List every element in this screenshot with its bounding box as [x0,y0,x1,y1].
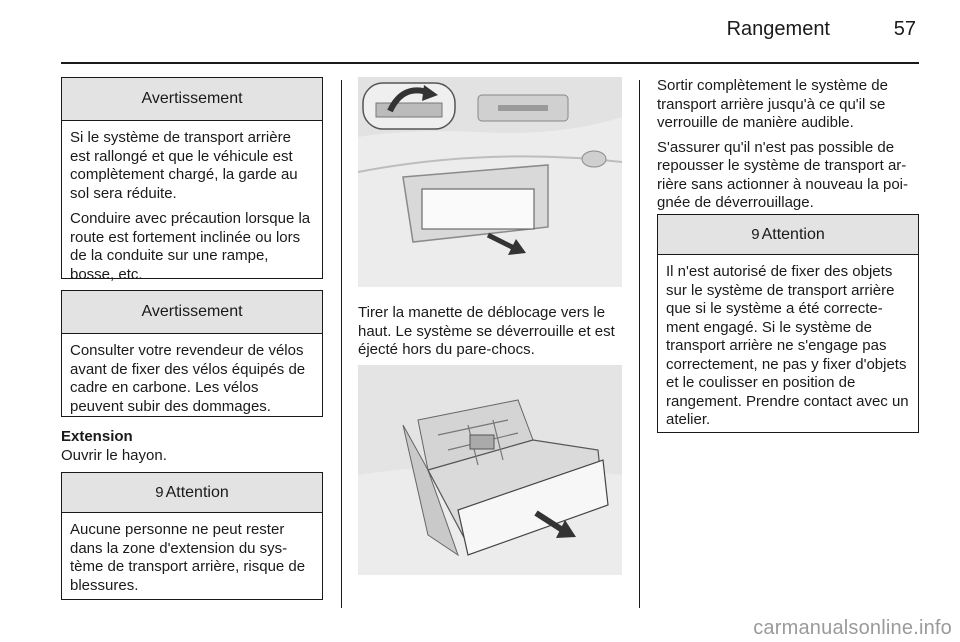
warning-box-header [62,78,322,121]
warning-box-ground-clearance [61,77,323,283]
warning-box-body [62,121,322,284]
attention-box-header [658,215,918,255]
warning-paragraph: Conduire avec précaution lorsque la route est fortement inclinée ou lors de la conduite sur une rampe, bosse, etc. [70,210,311,283]
attention-box-body [62,513,322,595]
warning-paragraph: Consulter votre revendeur de vélos avant de fixer des vélos équipés de cadre en carbone. Les vélos peuvent subir des dommages. [70,342,306,415]
middle-caption [358,304,624,366]
extended-carrier-illustration [358,365,622,575]
attention-title: Attention [165,483,229,501]
warning-triangle-icon: 9 [751,226,760,243]
warning-paragraph: Si le système de transport arrière est rallongé et que le véhicule est complètement chargé, la garde au sol sera réduite. [70,129,298,202]
illustration-release-lever [358,77,622,287]
warning-triangle-icon: 9 [155,484,164,501]
illustration-extended-carrier [358,365,622,575]
warning-box-header [62,291,322,334]
attention-box-body [658,255,918,430]
attention-paragraph: Aucune personne ne peut rester dans la zone d'extension du système de transport arrière, risque de blessures. [70,521,306,594]
warning-box-carbon-bikes [61,290,323,417]
column-divider-left [341,80,342,608]
attention-paragraph: Il n'est autorisé de fixer des objets sur le système de transport arrière que si le système a été correctement engagé. Si le système de transport arrière ne s'engage pas correctement, ne pas y fixer d'objets et le coulisser en position de rangement. Prendre contact avec un atelier. [666,263,909,428]
page-number: 57 [893,18,916,40]
right-column-text [657,77,919,219]
instruction-paragraph: Sortir complètement le système de transport arrière jusqu'à ce qu'il se verrouille de manière audible. [657,77,888,131]
watermark: carmanualsonline.info [753,617,952,639]
attention-box-engagement [657,214,919,433]
attention-box-injury [61,472,323,600]
extension-section [61,428,323,465]
column-divider-right [639,80,640,608]
page-title: Rangement [726,18,830,40]
bumper-release-illustration [358,77,622,287]
attention-title: Attention [761,225,825,243]
attention-box-header [62,473,322,513]
section-intro: Ouvrir le hayon. [61,446,167,464]
warning-title: Avertissement [141,90,243,107]
section-subheading: Extension [61,428,133,445]
caption-text: Tirer la manette de déblocage vers le haut. Le système se déverrouille et est éjecté hors du pare-chocs. [358,304,615,358]
warning-box-body [62,334,322,416]
header-rule [61,62,919,64]
instruction-paragraph: S'assurer qu'il n'est pas possible de repousser le système de transport arrière sans actionner à nouveau la poignée de déverrouillage. [657,138,908,211]
warning-title: Avertissement [141,303,243,320]
